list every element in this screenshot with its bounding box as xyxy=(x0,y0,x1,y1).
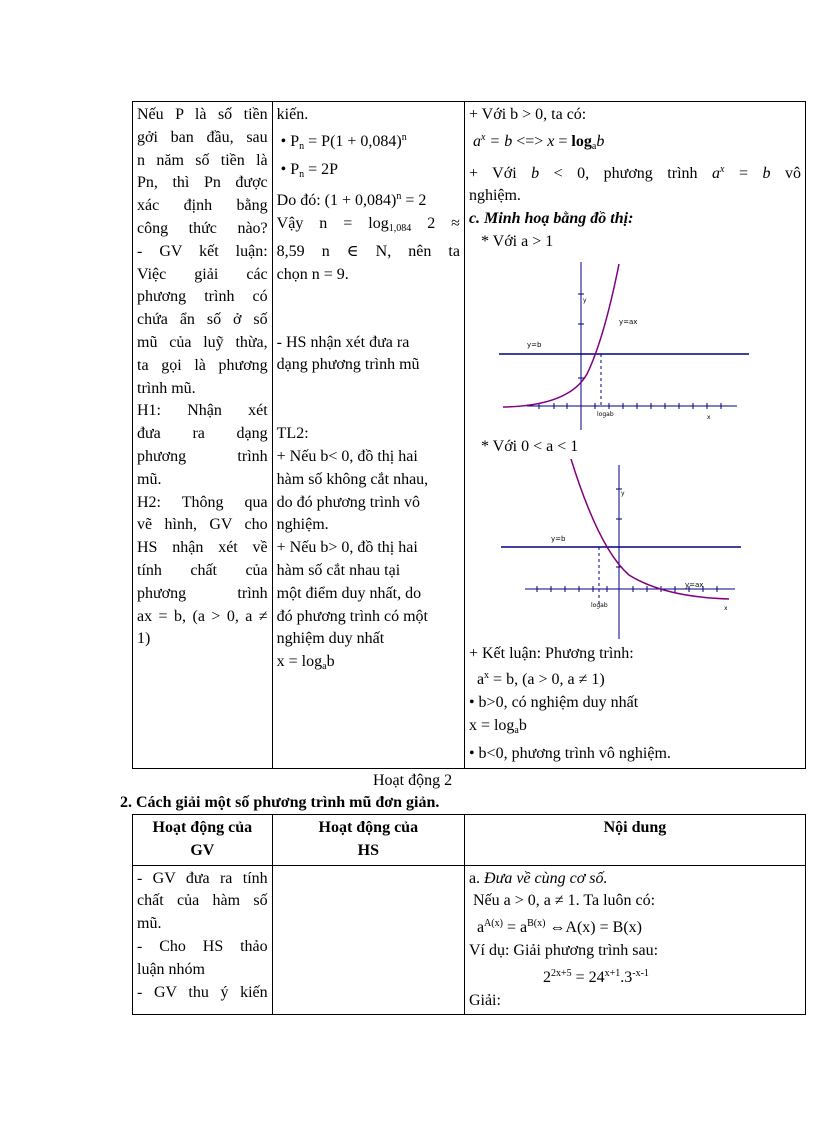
case-label: * Với a > 1 xyxy=(480,232,554,250)
text-line: Pn, thì Pn được xyxy=(137,174,268,192)
text-line: + Nếu b< 0, đồ thị hai xyxy=(276,447,418,465)
text-line: kiến. xyxy=(276,106,309,123)
table1-col1-lines xyxy=(137,104,268,651)
text-line: ta gọi là phương xyxy=(137,356,268,374)
text-line: hàm số cắt nhau tại xyxy=(276,561,401,579)
text-line: nghiệm. xyxy=(468,187,521,205)
header-hs: Hoạt động của HS xyxy=(272,815,464,866)
text-line: xác định bằng xyxy=(137,197,268,215)
text-line: + Kết luận: Phương trình: xyxy=(468,644,634,662)
formula-equation: Do đó: $(1 + 0,084)^n = 2$ xyxy=(276,191,427,210)
subheading: a. Đưa về cùng cơ số. xyxy=(468,869,608,887)
text-line: - GV kết luận: xyxy=(137,242,268,260)
table1-col-gv xyxy=(133,102,273,769)
table2-col-hs xyxy=(272,865,464,1015)
text-line: đưa ra dạng xyxy=(137,425,268,443)
text-line: Ví dụ: Giải phương trình sau: xyxy=(468,941,659,959)
text-line: luận nhóm xyxy=(137,960,205,978)
text-line: - GV thu ý kiến xyxy=(137,983,268,1001)
section-title: 2. Cách giải một số phương trình mũ đơn giản. xyxy=(120,794,440,811)
text-line: gởi ban đầu, sau xyxy=(137,128,268,146)
formula-log: Vậy $n = \log_{1,084} 2$ ≈ xyxy=(276,215,460,235)
graph-a-greater-1 xyxy=(469,254,789,434)
label-log: logab xyxy=(596,410,614,418)
text-line: • b>0, có nghiệm duy nhất xyxy=(468,694,639,712)
text-line: phương trình xyxy=(137,584,268,602)
formula-b-negative: + Với b < 0, phương trình $a^x = b$ vô xyxy=(468,163,801,182)
case-label: * Với 0 < a < 1 xyxy=(480,437,579,455)
text-line: hàm số không cắt nhau, xyxy=(276,470,429,488)
label-y-b: y=b xyxy=(526,340,542,349)
text-line: 8,59 n ∈ N, nên ta xyxy=(276,242,460,260)
text-line: chọn n = 9. xyxy=(276,265,349,283)
text-line: mũ. xyxy=(137,915,162,933)
label-log: logab xyxy=(590,601,608,609)
text-line: phương trình xyxy=(137,447,268,465)
graph-a-less-1 xyxy=(469,459,789,643)
label-curve: y=ax xyxy=(684,580,704,589)
text-line: một điểm duy nhất, do xyxy=(276,584,422,602)
activity-title: Hoạt động 2 xyxy=(373,772,453,789)
curve-exponential xyxy=(503,264,619,407)
text-line: • b<0, phương trình vô nghiệm. xyxy=(468,744,671,762)
text-line: - HS nhận xét đưa ra xyxy=(276,333,410,351)
table-2 xyxy=(132,814,806,1015)
formula-exponent-equality: $a^{A(x)} = a^{B(x)}$ ⇔A(x) = B(x) xyxy=(476,918,642,937)
text-line: phương trình có xyxy=(137,288,268,306)
text-line: H2: Thông qua xyxy=(137,493,268,511)
text-line: tính chất của xyxy=(137,561,268,579)
text-line: + Với b > 0, ta có: xyxy=(468,106,587,123)
curve-exponential xyxy=(571,459,729,599)
formula-x-log: $x = \log_ab$ xyxy=(276,653,335,673)
text-line: H1: Nhận xét xyxy=(137,402,268,420)
table2-col-content xyxy=(464,865,805,1015)
formula-pn: • $P_n = P(1 + 0,084)^n$ xyxy=(276,131,407,152)
table-1 xyxy=(132,101,806,769)
text-line: đó phương trình có một xyxy=(276,607,428,625)
text-line: + Nếu b> 0, đồ thị hai xyxy=(276,539,418,557)
text-line: vẽ hình, GV cho xyxy=(137,516,268,534)
text-line: n năm số tiền là xyxy=(137,151,268,169)
text-line: trình mũ. xyxy=(137,379,196,397)
text-line: HS nhận xét về xyxy=(137,539,268,557)
text-line: dạng phương trình mũ xyxy=(276,356,420,374)
graph-section-title: c. Minh hoạ bằng đồ thị: xyxy=(468,210,634,228)
text-line: chứa ẩn số ở số xyxy=(137,311,268,329)
text-line: - Cho HS thảo xyxy=(137,937,268,955)
text-line: Giải: xyxy=(468,991,501,1009)
formula-x-log: $x = \log_ab$ xyxy=(468,716,527,736)
label-y-b: y=b xyxy=(550,534,566,543)
formula-conclusion: $a^x = b$, (a > 0, a ≠ 1) xyxy=(468,670,605,689)
text-line: chất của hàm số xyxy=(137,892,268,910)
header-content: Nội dung xyxy=(464,815,805,866)
text-line: - GV đưa ra tính xyxy=(137,869,268,887)
table2-col-gv xyxy=(133,865,273,1015)
formula-example: $2^{2x+5} = 24^{x+1}.3^{-x-1}$ xyxy=(542,967,649,986)
text-line: Nếu a > 0, a ≠ 1. Ta luôn có: xyxy=(472,892,656,910)
text-line: TL2: xyxy=(276,425,309,443)
text-line: Nếu P là số tiền xyxy=(137,106,268,123)
formula-pn-2p: • $P_n = 2P$ xyxy=(276,160,339,180)
table1-col-content xyxy=(464,102,805,769)
formula-equivalence: $a^x = b$ <=> $x = \log_ab$ xyxy=(472,131,605,152)
text-line: 1) xyxy=(137,630,151,648)
table1-col-hs xyxy=(272,102,464,769)
text-line: ax = b, (a > 0, a ≠ xyxy=(137,607,268,625)
text-line: mũ của luỹ thừa, xyxy=(137,333,268,351)
label-curve: y=ax xyxy=(618,317,638,326)
text-line: công thức nào? xyxy=(137,219,268,237)
text-line: do đó phương trình vô xyxy=(276,493,421,511)
label-y-axis: y xyxy=(620,489,625,497)
text-line: nghiệm. xyxy=(276,516,329,534)
header-gv: Hoạt động của GV xyxy=(133,815,273,866)
text-line: Việc giải các xyxy=(137,265,268,283)
label-x-axis: x xyxy=(706,413,711,421)
text-line: nghiệm duy nhất xyxy=(276,630,385,648)
text-line: mũ. xyxy=(137,470,162,488)
label-x-axis: x xyxy=(723,604,728,612)
label-y-axis: y xyxy=(582,296,587,304)
